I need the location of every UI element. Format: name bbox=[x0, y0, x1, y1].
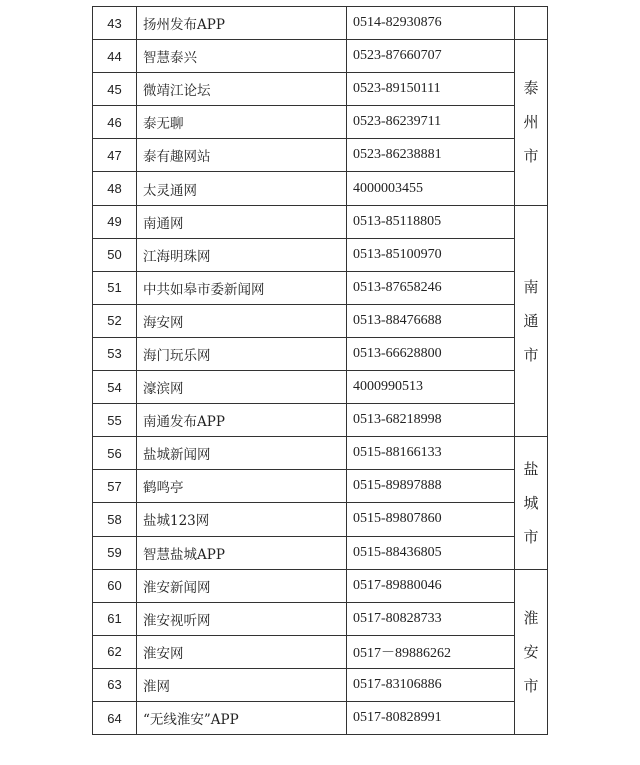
row-number: 57 bbox=[93, 470, 137, 503]
site-name: 淮安视听网 bbox=[137, 602, 347, 635]
row-number: 53 bbox=[93, 337, 137, 370]
phone-number: 0523-86238881 bbox=[347, 139, 515, 172]
city-label-char: 州 bbox=[523, 113, 539, 132]
city-label-char: 城 bbox=[523, 493, 539, 512]
table-row bbox=[93, 73, 548, 106]
phone-number: 0513-85118805 bbox=[347, 205, 515, 238]
phone-number: 0523-87660707 bbox=[347, 40, 515, 73]
phone-number: 0513-87658246 bbox=[347, 271, 515, 304]
phone-number: 0517-83106886 bbox=[347, 668, 515, 701]
table-row bbox=[93, 106, 548, 139]
row-number: 64 bbox=[93, 701, 137, 734]
row-number: 45 bbox=[93, 73, 137, 106]
site-name: 海门玩乐网 bbox=[137, 337, 347, 370]
site-name: 淮安新闻网 bbox=[137, 569, 347, 602]
row-number: 44 bbox=[93, 40, 137, 73]
city-label-char: 市 bbox=[523, 676, 539, 695]
table-row bbox=[93, 635, 548, 668]
phone-number: 0523-89150111 bbox=[347, 73, 515, 106]
table-row bbox=[93, 602, 548, 635]
table-row bbox=[93, 404, 548, 437]
row-number: 61 bbox=[93, 602, 137, 635]
site-name: “无线淮安”APP bbox=[137, 701, 347, 734]
phone-number: 0517－89886262 bbox=[347, 635, 515, 668]
row-number: 62 bbox=[93, 635, 137, 668]
site-name: 盐城123网 bbox=[137, 503, 347, 536]
table-row bbox=[93, 371, 548, 404]
row-number: 50 bbox=[93, 238, 137, 271]
row-number: 55 bbox=[93, 404, 137, 437]
city-label-char: 泰 bbox=[523, 79, 539, 98]
site-name: 淮安网 bbox=[137, 635, 347, 668]
phone-number: 0513-68218998 bbox=[347, 404, 515, 437]
city-label-char: 市 bbox=[523, 527, 539, 546]
row-number: 60 bbox=[93, 569, 137, 602]
phone-number: 0513-66628800 bbox=[347, 337, 515, 370]
site-name: 濠滨网 bbox=[137, 371, 347, 404]
contact-table bbox=[92, 6, 548, 735]
row-number: 46 bbox=[93, 106, 137, 139]
row-number: 54 bbox=[93, 371, 137, 404]
site-name: 中共如皋市委新闻网 bbox=[137, 271, 347, 304]
city-cell bbox=[515, 569, 548, 734]
row-number: 52 bbox=[93, 304, 137, 337]
city-label-char: 南 bbox=[523, 277, 539, 296]
site-name: 南通发布APP bbox=[137, 404, 347, 437]
phone-number: 0513-88476688 bbox=[347, 304, 515, 337]
phone-number: 0517-80828991 bbox=[347, 701, 515, 734]
site-name: 泰有趣网站 bbox=[137, 139, 347, 172]
table-row bbox=[93, 304, 548, 337]
phone-number: 0513-85100970 bbox=[347, 238, 515, 271]
row-number: 47 bbox=[93, 139, 137, 172]
table-row bbox=[93, 7, 548, 40]
site-name: 盐城新闻网 bbox=[137, 437, 347, 470]
row-number: 58 bbox=[93, 503, 137, 536]
table-row bbox=[93, 337, 548, 370]
phone-number: 0517-89880046 bbox=[347, 569, 515, 602]
table-row bbox=[93, 503, 548, 536]
table-row bbox=[93, 701, 548, 734]
site-name: 太灵通网 bbox=[137, 172, 347, 205]
city-label-char: 通 bbox=[523, 311, 539, 330]
table-row bbox=[93, 238, 548, 271]
city-cell bbox=[515, 40, 548, 205]
row-number: 48 bbox=[93, 172, 137, 205]
phone-number: 0515-88436805 bbox=[347, 536, 515, 569]
row-number: 51 bbox=[93, 271, 137, 304]
site-name: 海安网 bbox=[137, 304, 347, 337]
phone-number: 0515-89897888 bbox=[347, 470, 515, 503]
city-cell bbox=[515, 205, 548, 437]
table-row bbox=[93, 40, 548, 73]
city-label-char: 安 bbox=[523, 642, 539, 661]
site-name: 淮网 bbox=[137, 668, 347, 701]
row-number: 59 bbox=[93, 536, 137, 569]
table-row bbox=[93, 172, 548, 205]
site-name: 智慧盐城APP bbox=[137, 536, 347, 569]
site-name: 泰无聊 bbox=[137, 106, 347, 139]
table-row bbox=[93, 139, 548, 172]
table-row bbox=[93, 536, 548, 569]
site-name: 微靖江论坛 bbox=[137, 73, 347, 106]
phone-number: 0523-86239711 bbox=[347, 106, 515, 139]
site-name: 扬州发布APP bbox=[137, 7, 347, 40]
phone-number: 4000003455 bbox=[347, 172, 515, 205]
table-row bbox=[93, 569, 548, 602]
city-label-char: 淮 bbox=[523, 608, 539, 627]
table-row bbox=[93, 205, 548, 238]
city-cell bbox=[515, 7, 548, 40]
contact-table-body bbox=[93, 7, 548, 735]
phone-number: 0517-80828733 bbox=[347, 602, 515, 635]
row-number: 56 bbox=[93, 437, 137, 470]
site-name: 鹤鸣亭 bbox=[137, 470, 347, 503]
row-number: 63 bbox=[93, 668, 137, 701]
city-label-char: 市 bbox=[523, 147, 539, 166]
row-number: 49 bbox=[93, 205, 137, 238]
site-name: 智慧泰兴 bbox=[137, 40, 347, 73]
phone-number: 0515-88166133 bbox=[347, 437, 515, 470]
table-row bbox=[93, 668, 548, 701]
city-cell bbox=[515, 437, 548, 569]
row-number: 43 bbox=[93, 7, 137, 40]
table-row bbox=[93, 437, 548, 470]
phone-number: 0514-82930876 bbox=[347, 7, 515, 40]
city-label-char: 市 bbox=[523, 345, 539, 364]
city-label-char: 盐 bbox=[523, 459, 539, 478]
site-name: 南通网 bbox=[137, 205, 347, 238]
site-name: 江海明珠网 bbox=[137, 238, 347, 271]
table-row bbox=[93, 271, 548, 304]
phone-number: 0515-89807860 bbox=[347, 503, 515, 536]
table-row bbox=[93, 470, 548, 503]
phone-number: 4000990513 bbox=[347, 371, 515, 404]
